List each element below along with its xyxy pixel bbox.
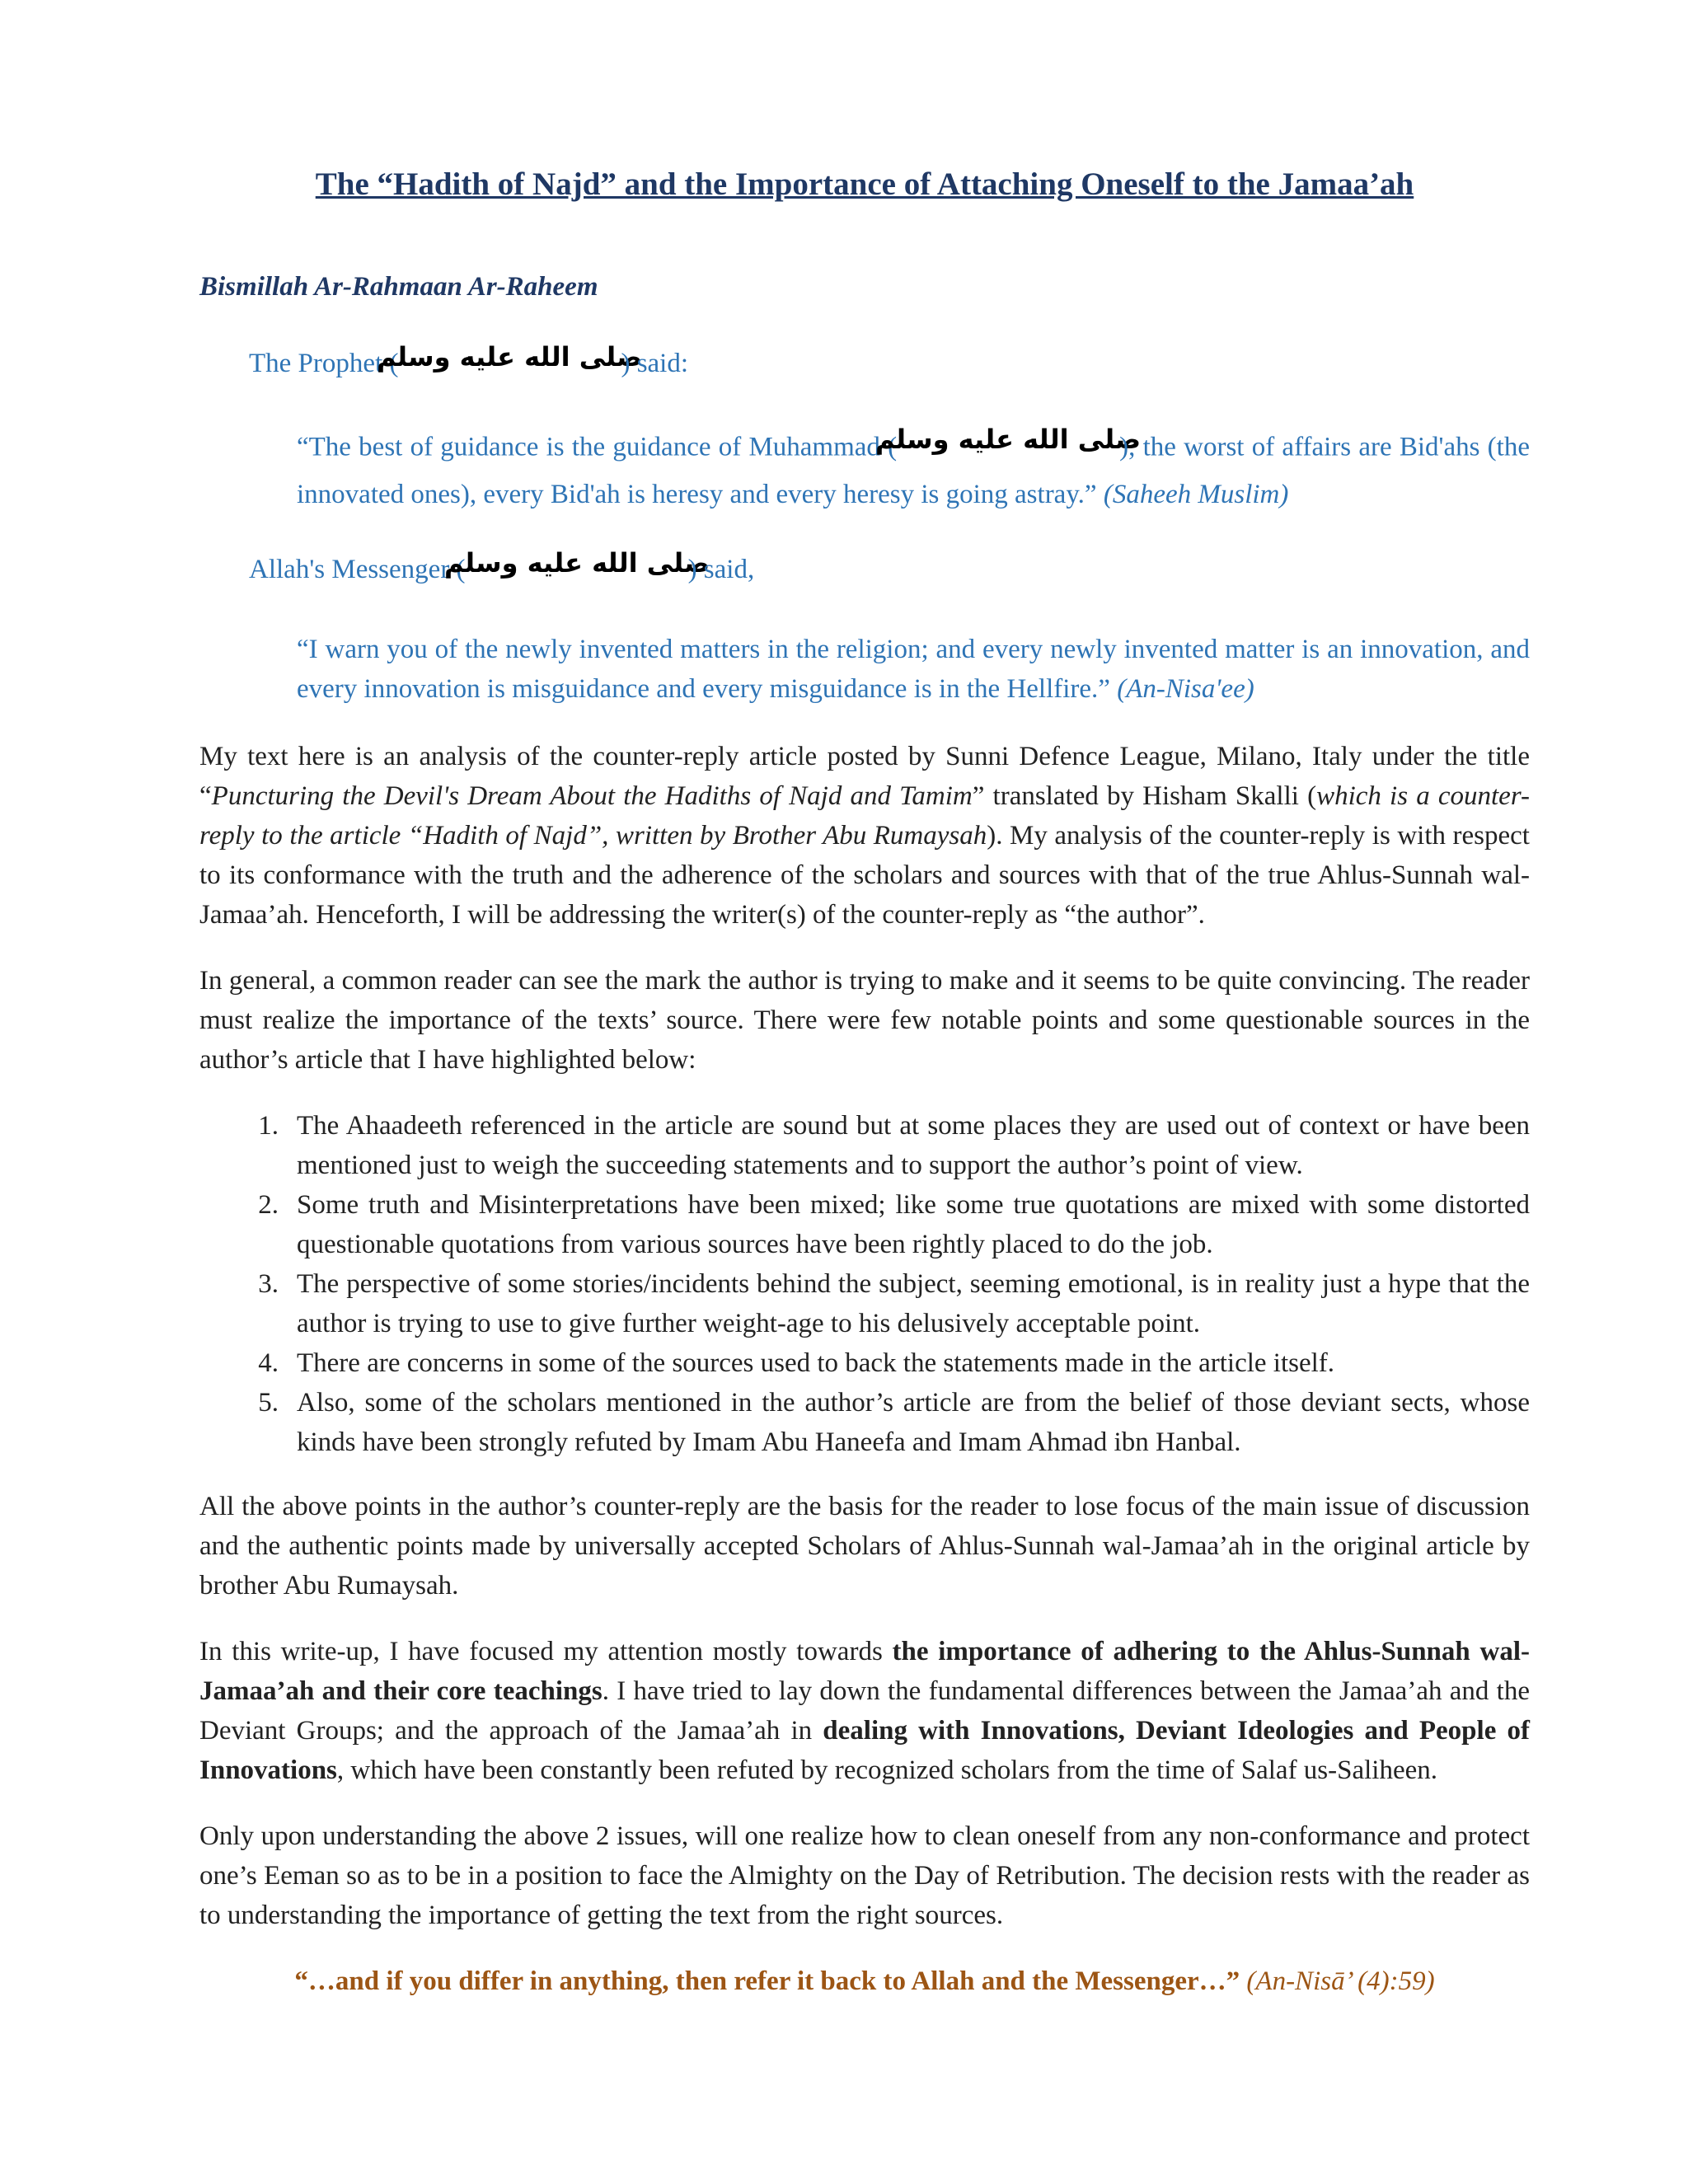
list-item bbox=[199, 1343, 1530, 1383]
hadith-1-intro-before: The Prophet ( bbox=[249, 349, 399, 378]
analysis-paragraph bbox=[199, 737, 1530, 935]
hadith-2-quote-text: “I warn you of the newly invented matters in the religion; and every newly invented matter is an innovation, and every innovation is misguidance and every misguidance is in the Hellfire.” bbox=[297, 635, 1530, 704]
salawat-calligraphy-icon bbox=[443, 542, 710, 597]
hadith-2-intro bbox=[249, 542, 1530, 597]
basis-paragraph: All the above points in the author’s counter-reply are the basis for the reader to lose focus of the main issue of discussion and the authentic points made by universally accepted Scholars of Ahlus-Sunnah wal-Jamaa’ah in the original article by brother Abu Rumaysah. bbox=[199, 1492, 1530, 1601]
hadith-1-quote bbox=[297, 424, 1530, 514]
list-number: 2. bbox=[258, 1190, 279, 1220]
list-item bbox=[199, 1383, 1530, 1462]
hadith-2-intro-after: ) said, bbox=[687, 555, 755, 584]
verse-quote: “…and if you differ in anything, then refer it back to Allah and the Messenger…” bbox=[294, 1966, 1240, 1996]
hadith-1-source: (Saheeh Muslim) bbox=[1103, 480, 1289, 509]
conclusion-paragraph: Only upon understanding the above 2 issues, will one realize how to clean oneself from any non-conformance and protect one’s Eeman so as to be in a position to face the Almighty on the Day of Retribution. The decision rests with the reader as to understanding the importance of getting the text from the right sources. bbox=[199, 1821, 1530, 1930]
hadith-1-quote-after: ), the worst of affairs are Bid'ahs (the innovated ones), every Bid'ah is heresy and every heresy is going astray.” bbox=[297, 432, 1530, 509]
points-list bbox=[199, 1106, 1530, 1462]
list-number: 1. bbox=[258, 1111, 279, 1141]
hadith-2-intro-before: Allah's Messenger ( bbox=[249, 555, 466, 584]
closing-verse bbox=[199, 1961, 1530, 2001]
list-item bbox=[199, 1185, 1530, 1264]
salawat-text: صلى الله عليه وسلم bbox=[377, 341, 643, 373]
article-title: Puncturing the Devil's Dream About the Hadiths of Najd and Tamim bbox=[211, 781, 973, 811]
para4-text-e: , which have been constantly been refuted by recognized scholars from the time of Salaf us-Saliheen. bbox=[336, 1755, 1438, 1785]
list-item bbox=[199, 1264, 1530, 1343]
salawat-calligraphy-icon bbox=[377, 336, 643, 391]
list-number: 5. bbox=[258, 1388, 279, 1418]
bismillah-heading: Bismillah Ar-Rahmaan Ar-Raheem bbox=[199, 272, 598, 302]
para4-bold-d: dealing with Innovations, Deviant Ideologies and People of Innovations bbox=[199, 1716, 1531, 1785]
list-text: The Ahaadeeth referenced in the article are sound but at some places they are used out of context or have been mentioned just to weigh the succeeding statements and to support the author’s point of view. bbox=[297, 1111, 1530, 1180]
hadith-1-intro bbox=[249, 336, 1530, 391]
list-number: 3. bbox=[258, 1269, 279, 1299]
list-text: Some truth and Misinterpretations have been mixed; like some true quotations are mixed with some distorted questionable quotations from various sources have been rightly placed to do the job. bbox=[297, 1190, 1530, 1259]
salawat-calligraphy-icon bbox=[875, 424, 1142, 475]
hadith-1-quote-before: “The best of guidance is the guidance of Muhammad ( bbox=[297, 432, 898, 462]
verse-reference: (An-Nisā’ (4):59) bbox=[1246, 1966, 1435, 1996]
para4-text-c: . I have tried to lay down the fundamental differences between the Jamaa’ah and the Deviant Groups; and the approach of the Jamaa’ah in bbox=[199, 1676, 1530, 1746]
hadith-1-intro-after: ) said: bbox=[621, 349, 689, 378]
para1-text-a: My text here is an analysis of the counter-reply article posted by Sunni Defence League, Milano, Italy under the title “ bbox=[199, 742, 1530, 811]
list-item bbox=[199, 1106, 1530, 1185]
counter-reply-note: which is a counter-reply to the article “Hadith of Najd”, written by Brother Abu Rumaysah bbox=[199, 781, 1530, 851]
salawat-text: صلى الله عليه وسلم bbox=[443, 547, 710, 579]
para1-text-e: ). My analysis of the counter-reply is with respect to its conformance with the truth and the adherence of the scholars and sources with that of the true Ahlus-Sunnah wal-Jamaa’ah. Henceforth, I will be addressing the writer(s) of the counter-reply as “the author”. bbox=[199, 821, 1530, 930]
list-text: Also, some of the scholars mentioned in the author’s article are from the belief of those deviant sects, whose kinds have been strongly refuted by Imam Abu Haneefa and Imam Ahmad ibn Hanbal. bbox=[297, 1388, 1530, 1457]
focus-paragraph bbox=[199, 1632, 1530, 1790]
hadith-2-quote bbox=[297, 630, 1530, 709]
hadith-2-source: (An-Nisa'ee) bbox=[1117, 674, 1254, 704]
para4-bold-b: the importance of adhering to the Ahlus-Sunnah wal-Jamaa’ah and their core teachings bbox=[199, 1637, 1530, 1706]
para1-text-c: ” translated by Hisham Skalli ( bbox=[972, 781, 1317, 811]
para4-text-a: In this write-up, I have focused my attention mostly towards bbox=[199, 1637, 893, 1666]
list-text: There are concerns in some of the sources used to back the statements made in the article itself. bbox=[297, 1348, 1335, 1378]
page-title: The “Hadith of Najd” and the Importance of Attaching Oneself to the Jamaa’ah bbox=[315, 166, 1414, 202]
general-paragraph: In general, a common reader can see the mark the author is trying to make and it seems to be quite convincing. The reader must realize the importance of the texts’ source. There were few notable points and some questionable sources in the author’s article that I have highlighted below: bbox=[199, 966, 1530, 1075]
list-number: 4. bbox=[258, 1348, 279, 1378]
list-text: The perspective of some stories/incidents behind the subject, seeming emotional, is in reality just a hype that the author is trying to use to give further weight-age to his delusively acceptable point. bbox=[297, 1269, 1530, 1338]
salawat-text: صلى الله عليه وسلم bbox=[875, 424, 1142, 455]
